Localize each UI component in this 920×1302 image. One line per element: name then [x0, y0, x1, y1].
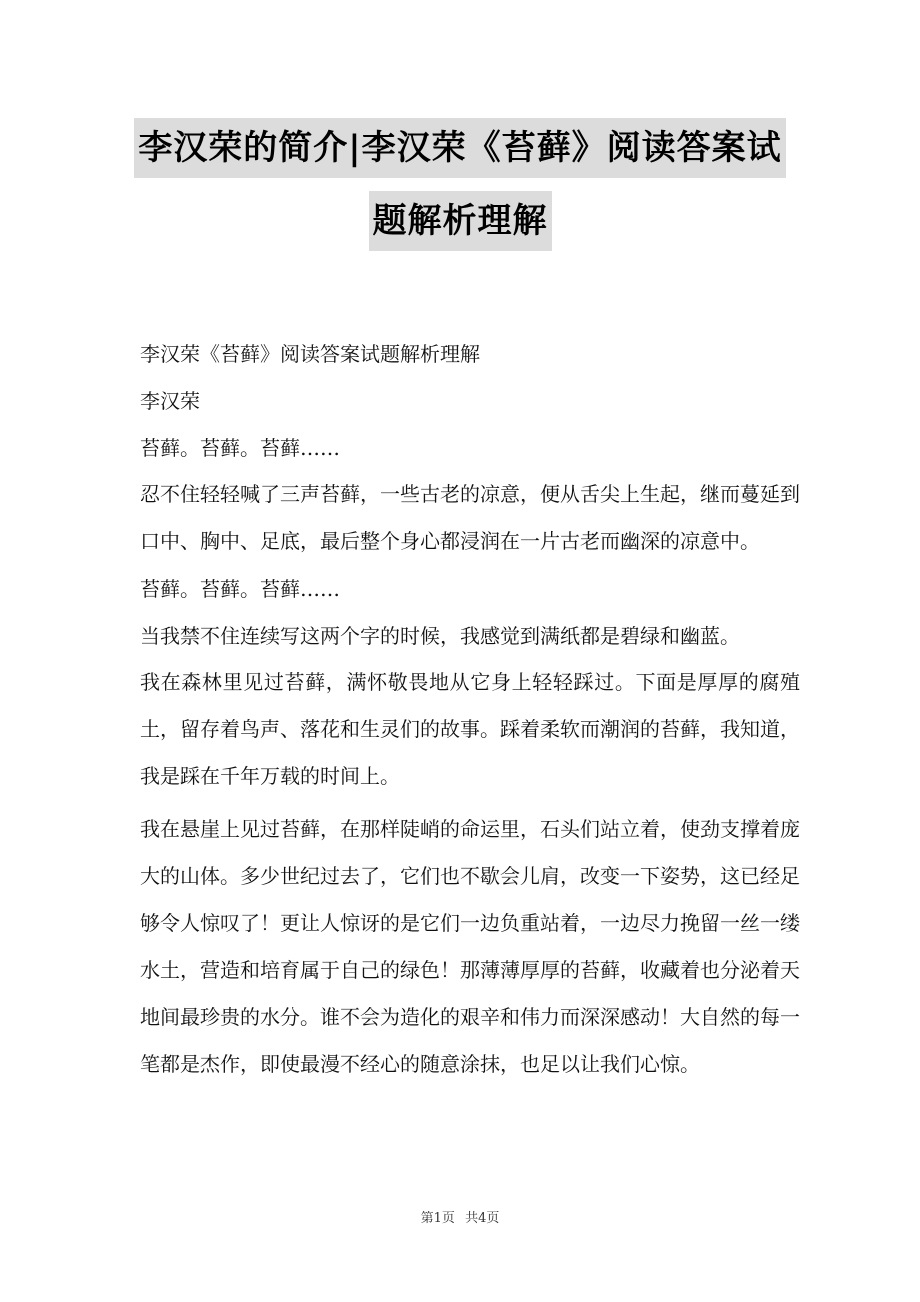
paragraph: 苔藓。苔藓。苔藓……	[140, 577, 340, 601]
article-author: 李汉荣	[140, 389, 200, 413]
paragraph: 我在悬崖上见过苔藓，在那样陡峭的命运里，石头们站立着，使劲支撑着庞大的山体。多少世纪过去了，它们也不歇会儿肩，改变一下姿势，这已经足够令人惊叹了！更让人惊讶的是它们一边负重站着，一边尽力挽留一丝一缕水土，营造和培育属于自己的绿色！那薄薄厚厚的苔藓，收藏着也分泌着天地间最珍贵的水分。谁不会为造化的艰辛和伟力而深深感动！大自然的每一笔都是杰作，即使最漫不经心的随意涂抹，也足以让我们心惊。	[140, 817, 800, 1076]
paragraph: 我在森林里见过苔藓，满怀敬畏地从它身上轻轻踩过。下面是厚厚的腐殖土，留存着鸟声、落花和生灵们的故事。踩着柔软而潮润的苔藓，我知道，我是踩在千年万载的时间上。	[140, 670, 800, 788]
document-body	[140, 338, 800, 1088]
article-heading: 李汉荣《苔藓》阅读答案试题解析理解	[140, 342, 480, 366]
page-number: 第1页	[420, 1211, 455, 1226]
paragraph: 忍不住轻轻喊了三声苔藓，一些古老的凉意，便从舌尖上生起，继而蔓延到口中、胸中、足底，最后整个身心都浸润在一片古老而幽深的凉意中。	[140, 482, 800, 553]
document-title	[0, 118, 920, 251]
page-footer	[0, 1207, 920, 1226]
title-line-2: 题解析理解	[369, 191, 552, 251]
page-total: 共4页	[465, 1211, 500, 1226]
paragraph: 当我禁不住连续写这两个字的时候，我感觉到满纸都是碧绿和幽蓝。	[140, 624, 740, 648]
title-line-1: 李汉荣的简介|李汉荣《苔藓》阅读答案试	[134, 118, 785, 178]
paragraph: 苔藓。苔藓。苔藓……	[140, 436, 340, 460]
